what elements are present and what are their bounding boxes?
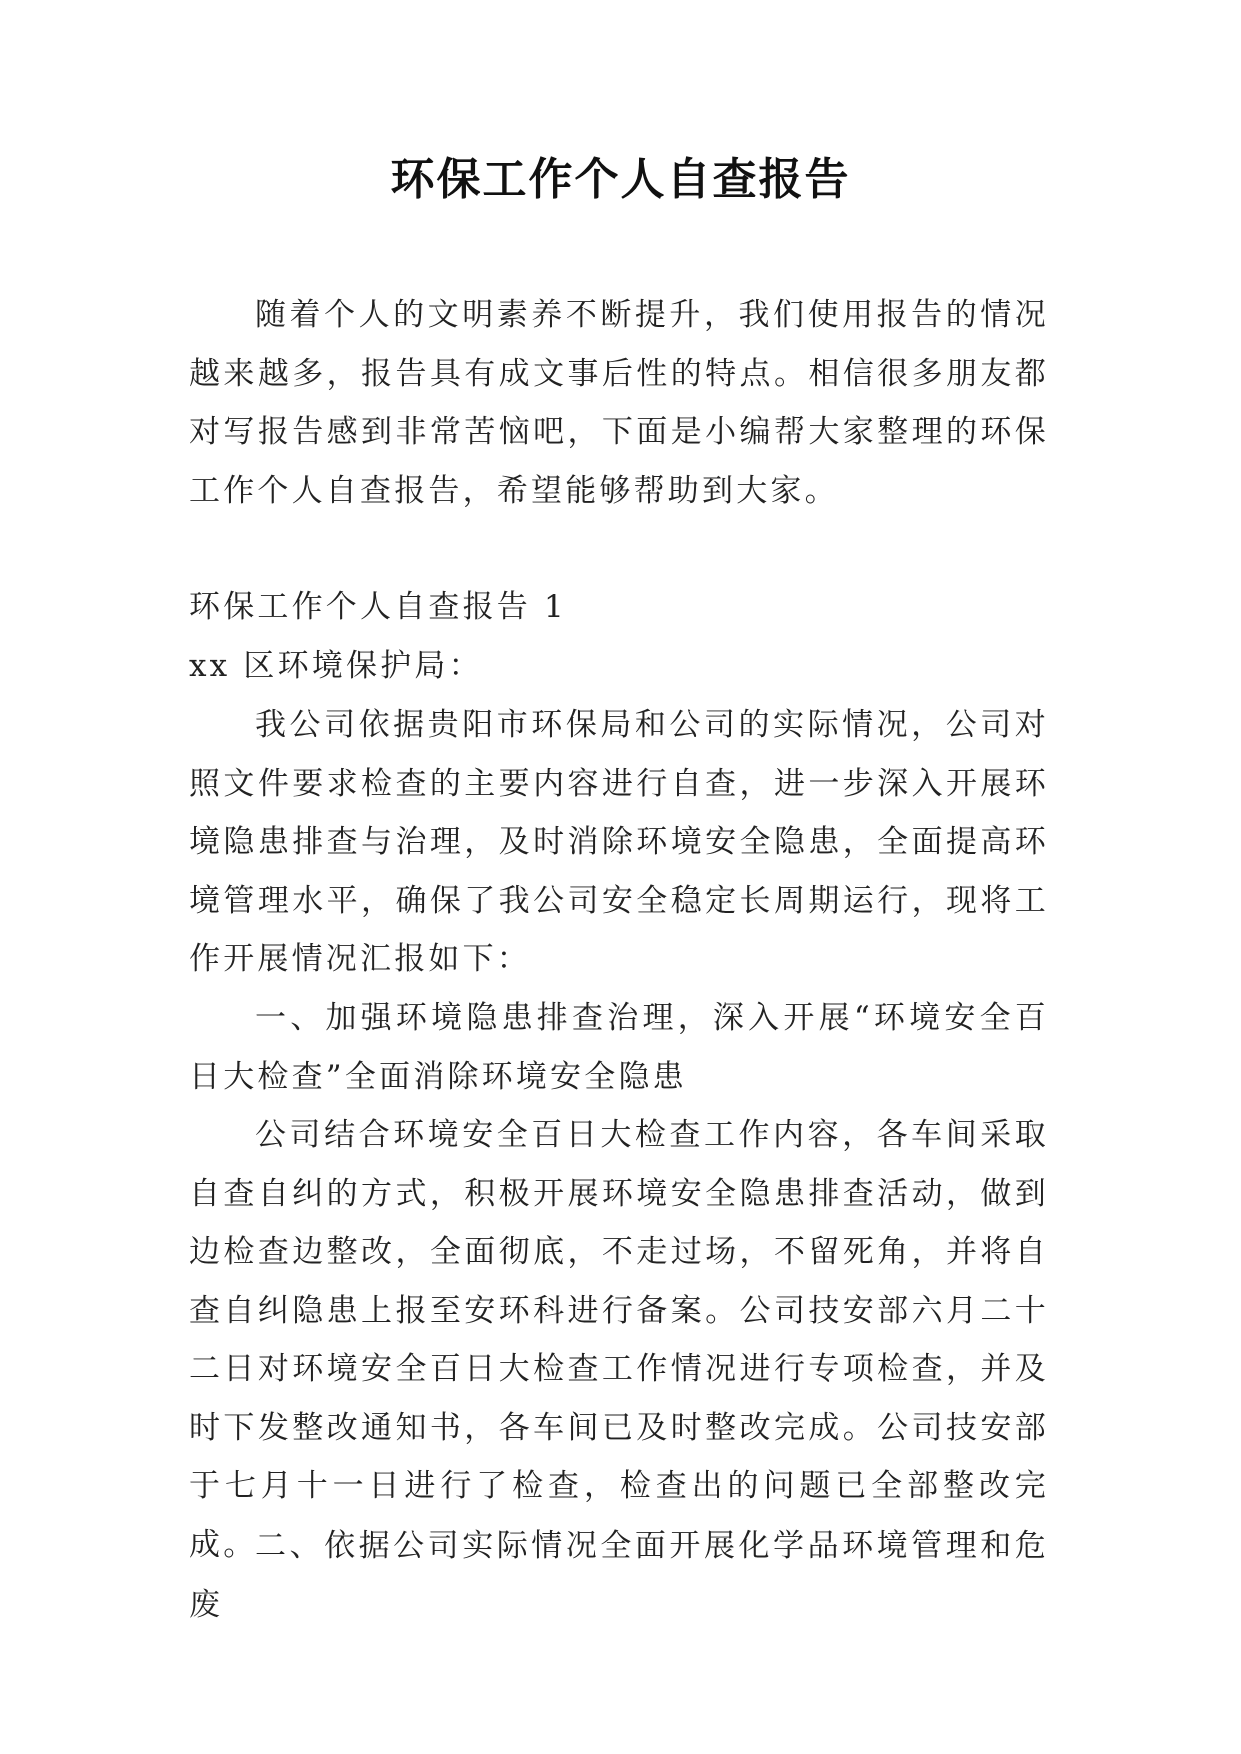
section-1-body: 公司结合环境安全百日大检查工作内容，各车间采取自查自纠的方式，积极开展环境安全隐患排查活动，做到边检查边整改，全面彻底，不走过场，不留死角，并将自查自纠隐患上报至安环科进行备案。公司技安部六月二十二日对环境安全百日大检查工作情况进行专项检查，并及时下发整改通知书，各车间已及时整改完成。公司技安部于七月十一日进行了检查，检查出的问题已全部整改完成。 <box>189 1117 1049 1563</box>
document-title: 环保工作个人自查报告 <box>390 154 851 205</box>
section-2-title: 二、依据公司实际情况全面开展化学品环境管理和危废 <box>189 1528 1049 1623</box>
report-heading: 环保工作个人自查报告 1 <box>189 589 567 625</box>
main-paragraph: 我公司依据贵阳市环保局和公司的实际情况，公司对照文件要求检查的主要内容进行自查，进一步深入开展环境隐患排查与治理，及时消除环境安全隐患，全面提高环境管理水平，确保了我公司安全稳定长周期运行，现将工作开展情况汇报如下： <box>189 707 1049 977</box>
addressee-line: xx 区环境保护局： <box>189 648 483 684</box>
section-1-title: 一、加强环境隐患排查治理，深入开展“环境安全百日大检查”全面消除环境安全隐患 <box>189 1000 1049 1095</box>
intro-paragraph: 随着个人的文明素养不断提升，我们使用报告的情况越来越多，报告具有成文事后性的特点。相信很多朋友都对写报告感到非常苦恼吧，下面是小编帮大家整理的环保工作个人自查报告，希望能够帮助到大家。 <box>189 297 1049 509</box>
